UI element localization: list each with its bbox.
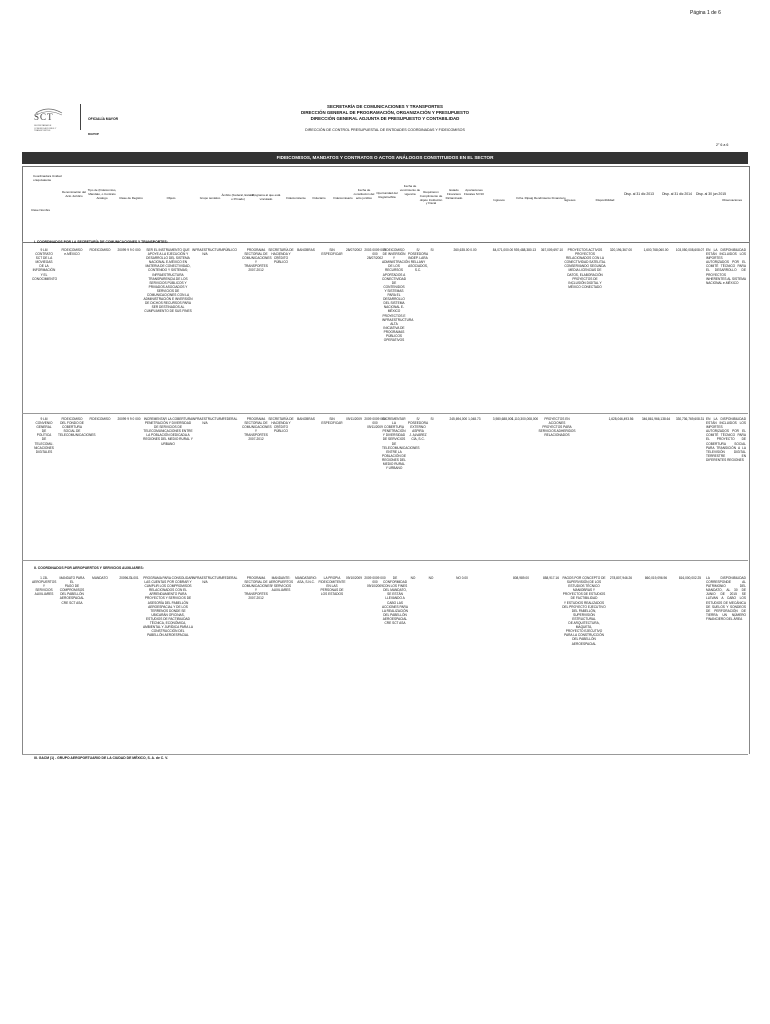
section-label: II. COORDINADOS POR AEROPUERTOS Y SERVICIOS AUXILIARES: bbox=[34, 566, 144, 570]
row1-fecha-alta: 2003 0009 000 000 28/07/2002 bbox=[364, 248, 386, 261]
row3-dictaminado: NO bbox=[410, 576, 416, 580]
row3-tipo: MANDATO bbox=[92, 576, 108, 580]
row1-disp-b: 367,009,697.10 bbox=[540, 248, 564, 252]
row3-registro: 20096J3L001 bbox=[119, 576, 139, 580]
row3-clave: 1 J3L AEROPUERTOS Y SERVICIOS AUXILIARES bbox=[32, 576, 57, 597]
row3-egresos: 808,989.00 bbox=[513, 576, 529, 580]
sct-logo-subtext: SECRETARÍA DE COMUNICACIONES Y TRANSPORTES bbox=[34, 125, 57, 133]
col-fecha-constitucion: Fecha de constitución del acto jurídico bbox=[353, 188, 375, 200]
col-programa: Programa al que está vinculado bbox=[251, 193, 281, 201]
row2-denominacion: FIDEICOMISO DEL FONDO DE COBERTURA SOCIAL DE TELECOMUNICACIONES bbox=[58, 417, 96, 438]
row1-dictaminado: S/ POSEEDORA INDEP. LARA RELLANY ASOCIADOS, S.C. bbox=[407, 248, 429, 273]
row1-disp-2013: 320,196,367.00 bbox=[609, 248, 633, 252]
row3-cumplimiento: DE CONFORMIDAD CON LOS FINES DEL MANDATO, SE ESTÁN LLEVANDO A CABO LAS ACCIONES PARA LA REALIZACIÓN DEL PABELLÓN AEROESPACIAL CRE SCT ASA bbox=[382, 576, 408, 626]
report-band-title: FIDEICOMISOS, MANDATOS Y CONTRATOS O ACTOS ANÁLOGOS CONSTITUIDOS EN EL SECTOR bbox=[22, 152, 748, 164]
section-label: I. COORDINADOS POR LA SECRETARÍA DE COMUNICACIONES Y TRANSPORTES: bbox=[34, 240, 168, 244]
row2-fiduciario: BANOBRAS bbox=[297, 417, 315, 421]
col-fiduciario: Fiduciario bbox=[312, 196, 326, 200]
row3-aportacion: NO bbox=[428, 576, 434, 580]
row1-tipo: FIDEICOMISO bbox=[89, 248, 111, 252]
row2-tipo: FIDEICOMISO bbox=[89, 417, 111, 421]
row2-disp-2015: 330,736,769,608.31 bbox=[675, 417, 705, 421]
col-clave-nombre: Clave Nombre bbox=[31, 208, 51, 212]
row1-disp-a: 939,488,380.13 bbox=[513, 248, 537, 252]
row2-ambito: FEDERAL bbox=[222, 417, 238, 421]
row2-aportacion-si: SI bbox=[430, 417, 434, 421]
logo-divider bbox=[80, 104, 81, 130]
row3-ambito: FEDERAL bbox=[222, 576, 238, 580]
row1-fideicomisario: SIN ESPECIFICAR bbox=[321, 248, 343, 257]
title-line-1: SECRETARÍA DE COMUNICACIONES Y TRANSPORTES bbox=[327, 104, 443, 109]
row1-egresos: 84,071,000.00 bbox=[492, 248, 514, 252]
col-fideicomitente: Fideicomitente bbox=[286, 196, 306, 200]
row3-ingresos: NO 0.00 bbox=[456, 576, 468, 580]
col-grupo: Grupo temático bbox=[199, 196, 221, 200]
page-number: Página 1 de 6 bbox=[690, 10, 721, 16]
sct-logo-text: SCT bbox=[34, 112, 54, 122]
row3-grupo: INFRAESTRUCTURA N/A bbox=[192, 576, 224, 585]
row3-disp-a: 858,917.16 bbox=[543, 576, 559, 580]
col-disp-2013: Disp. al 31 dic 2013 bbox=[624, 192, 654, 196]
row2-fecha-constitucion: 09/11/2009 bbox=[346, 417, 362, 421]
title-line-4: DIRECCIÓN DE CONTROL PRESUPUESTAL DE ENTIDADES COORDINADAS Y FIDEICOMISOS bbox=[305, 128, 465, 132]
col-fideicomisario: Fideicomisario bbox=[333, 196, 353, 200]
col-disp-2014: Disp. al 31 dic 2014 bbox=[662, 192, 692, 196]
col-ambito: Ámbito (Federal, Estatal, o Privado) bbox=[221, 193, 255, 201]
row1-cumplimiento: FIDEICOMISO DE INVERSIÓN Y ADMINISTRACIÓN DE LOS RECURSOS APORTADOS A CONECTIVIDAD DE CONTENIDOS Y SISTEMAS PARA EL DESARROLLO DEL SISTEMA NACIONAL E-MÉXICO PROYECTOS E INFRAESTRUCTURA ALTA INICIATIVA DE PROGRAMAS PÚBLICOS OPERATIVOS bbox=[382, 248, 414, 343]
oficialia-mayor: OFICIALÍA MAYOR bbox=[88, 117, 119, 121]
row2-fideicomitente: SECRETARÍA DE HACIENDA Y CRÉDITO PÚBLICO bbox=[268, 417, 294, 434]
row2-fecha-alta: 2009 0009 000 000 09/11/2009 bbox=[364, 417, 386, 430]
row2-ingresos: 245,694,000 1,048.73 bbox=[449, 417, 481, 421]
row2-disp-2014: 346,861,966,138.64 bbox=[641, 417, 671, 421]
row1-observaciones: EN LA DISPONIBILIDAD ESTÁN INCLUIDOS LOS IMPORTES AUTORIZADOS POR EL COMITÉ TÉCNICO PARA EL DESARROLLO DE PROYECTOS INHERENTES AL SISTEMA NACIONAL e-MÉXICO bbox=[706, 248, 746, 285]
row3-fideicomitente: MANDANTE: AEROPUERTOS Y SERVICIOS AUXILIARES bbox=[268, 576, 294, 593]
col-registro: Clase de Registro bbox=[119, 196, 143, 200]
col-disponibilidad: Disponibilidad bbox=[595, 198, 615, 202]
row1-fecha-constitucion: 28/07/2002 bbox=[346, 248, 362, 252]
row1-objeto: SER EL INSTRUMENTO QUE APOYE A LA EJECUCIÓN Y DESARROLLO DEL SISTEMA NACIONAL E-MÉXICO EN MATERIA DE CONECTIVIDAD, CONTENIDO Y SISTEMAS; INFRAESTRUCTURA TRANSPARENCIA DE LOS SERVICIOS PÚBLICOS Y PRIVADOS ASOCIADOS Y SERVICIOS DE COMUNICACIONES CON LA ADMINISTRACIÓN E INVERSIÓN DE DICHOS RECURSOS PARA SER DESTINADOS AL CUMPLIMIENTO DE SUS FINES bbox=[143, 248, 193, 314]
col-observaciones: Observaciones bbox=[721, 198, 742, 202]
row1-registro: 20099 9 9 0 000 bbox=[117, 248, 141, 252]
row3-fecha-constitucion: 09/10/2009 bbox=[346, 576, 362, 580]
row1-programa: PROGRAMA SECTORIAL DE COMUNICACIONES Y TRANSPORTES 2007-2012 bbox=[242, 248, 272, 273]
row3-disp-2015: 816,000,002.25 bbox=[678, 576, 702, 580]
row3-disp-2013: 278,807,946.26 bbox=[609, 576, 633, 580]
section-label: III. GACM (1) - GRUPO AEROPORTUARIO DE LA CIUDAD DE MÉXICO, S. A. de C. V. bbox=[34, 756, 169, 760]
title-line-2: DIRECCIÓN GENERAL DE PROGRAMACIÓN, ORGANIZACIÓN Y PRESUPUESTO bbox=[300, 110, 469, 115]
row1-ambito: PÚBLICO bbox=[223, 248, 237, 252]
col-denominacion: Denominación del Acto Jurídico bbox=[61, 190, 86, 198]
column-header-row bbox=[22, 166, 750, 243]
col-tipo: Tipo de (Fideicomiso, Mandato, o Contrato Análogo bbox=[87, 188, 117, 200]
col-objeto: Objeto bbox=[166, 196, 176, 200]
col-disp-2015: Disp. al 30 jun 2015 bbox=[696, 192, 726, 196]
row2-disp-2013: 1,628,046,493.56 bbox=[608, 417, 634, 421]
row1-fiduciario: BANOBRAS bbox=[297, 248, 315, 252]
row-divider bbox=[22, 754, 748, 755]
row3-disp-b: PAGOS POR CONCEPTO DE SUPERVISIÓN DE LOS ESTUDIOS TÉCNICO MANIOBRAS Y PROYECTOS DE ESTUDIOS DE FACTIBILIDAD Y ESTUDIOS REALIZADOS DEL PROYECTO EJECUTIVO DEL PABELLÓN, SUPERVISIÓN ESTRUCTURAL DE ARQUITECTURA, MAQUETA, PROYECTO EJECUTIVO PARA LA CONSTRUCCIÓN DEL PABELLÓN AEROESPACIAL bbox=[562, 576, 606, 646]
row2-programa: PROGRAMA SECTORIAL DE COMUNICACIONES Y TRANSPORTES 2007-2012 bbox=[242, 417, 272, 442]
row2-disp-b: PROYECTOS EN ACCIONES PROYECTOS PARA SERVICIOS ADHERIDOS RELACIONADOS bbox=[538, 417, 576, 438]
col-cumplimiento: Requirieron Cumplimiento de objeto Institución y Fiscal bbox=[419, 190, 443, 206]
title-line-3: DIRECCIÓN GENERAL ADJUNTA DE PRESUPUESTO Y CONTABILIDAD bbox=[310, 116, 460, 121]
row2-registro: 20099 9 9 0 000 bbox=[117, 417, 141, 421]
row1-ingresos: 260,635.00 0.00 bbox=[453, 248, 477, 252]
row3-objeto: PROGRAMA PARA CONSOLIDAR LAS CUENTAS POR COBRAR Y CUMPLIR LOS COMPROMISOS RELACIONADOS CON EL ARRENDAMIENTO PARA PROYECTOS Y SERVICIOS DE ASESORÍA DEL PABELLÓN AEROESPACIAL Y DE LOS TERRENOS DONDE SE UBICARÁN OFICINAS, ESTUDIOS DE FACTIBILIDAD TÉCNICA, ECONÓMICA, AMBIENTAL Y JURÍDICA PARA LA CONSTRUCCIÓN DEL PABELLÓN AEROESPACIAL bbox=[143, 576, 193, 638]
row2-cumplimiento: INCREMENTAR LA COBERTURA PENETRACIÓN Y DIVERSIDAD DE SERVICIOS DE TELECOMUNICACIONES ENTRE LA POBLACIÓN DE REGIONES DEL MEDIO RURAL Y URBANO bbox=[382, 417, 420, 471]
row3-fideicomisario: LA PROPIA FIDEICOMITENTE EN LAS PERSONAS DE LOS ESTADOS bbox=[318, 576, 346, 597]
row3-fecha-alta: 2009 0009 000 000 09/10/2009 bbox=[364, 576, 386, 589]
row1-disp-2015: 103,050,008,608.07 bbox=[675, 248, 705, 252]
col-aportaciones: Aportaciones Fiscales SI NO bbox=[463, 188, 484, 196]
row2-dictaminado: S/ POSEEDORA EXTERNO ASPIRA J. ALVAREZ CÍA, S.C. bbox=[407, 417, 429, 442]
row1-grupo: INFRAESTRUCTURA N/A bbox=[192, 248, 224, 257]
col-vencimiento: Fecha de vencimiento de vigencia bbox=[399, 184, 421, 196]
row1-fideicomitente: SECRETARÍA DE HACIENDA Y CRÉDITO PÚBLICO bbox=[268, 248, 294, 265]
row2-grupo: INFRAESTRUCTURA N/A bbox=[192, 417, 224, 426]
form-code: 2° 6 a 6 bbox=[716, 143, 729, 147]
row2-fideicomisario: SIN ESPECIFICAR bbox=[321, 417, 343, 426]
col-coordinadora: Coordinadora Unidad o Equivalente bbox=[33, 174, 62, 182]
row3-denominacion: MANDATO PARA EL PAGO DE COMPROMISOS DEL PABELLÓN AEROESPACIAL CRE SCT ASA bbox=[59, 576, 85, 605]
col-dictaminado: Estado Financiero Dictaminado bbox=[445, 188, 463, 200]
row1-clave: 9 L6I CONTRATO SCT DE LA MOVIEGAS DE LA INFORMACIÓN Y EL CONOCIMIENTO bbox=[32, 248, 58, 281]
row1-disponibilidad: PROYECTOS ACTIVOS PROYECTOS RELACIONADOS CON LA CONECTIVIDAD SATELITAL CONSERVANDO SEGUNDA MEDIA LICENCIAS DE DATOS, ELABORACIÓN PROYECTOS DE INCLUSIÓN DIGITAL Y MÉXICO CONECTADO bbox=[564, 248, 606, 289]
row2-observaciones: EN LA DISPONIBILIDAD ESTÁN INCLUIDOS LOS IMPORTES AUTORIZADOS POR EL COMITÉ TÉCNICO PARA EL PROYECTO DE COBERTURA SOCIAL PARA TRANSICIÓN A LA TELEVISIÓN DIGITAL TERRESTRE EN DIFERENTES REGIONES bbox=[706, 417, 746, 462]
row2-clave: 9 L6I CONVENIO GENERAL DE POLÍTICA DE TELECOMU- NICACIONES DIGITALES bbox=[34, 417, 54, 454]
row3-fiduciario: MANDATARIO: ASA, S.N.C. bbox=[295, 576, 317, 585]
dgpop-label: DGPOP bbox=[88, 132, 99, 136]
row3-observaciones: LA DISPONIBILIDAD CORRESPONDE AL PATRIMONIO DEL MANDATO, AL 30 DE JUNIO DE 2015 SE LLEVAN A CABO LOS ESTUDIOS DE MECÁNICA DE SUELOS Y SONDEOS DE PERFORACIÓN DE TIERRA UN NÚMERO FINANCIERO DEL ÁREA bbox=[706, 576, 746, 621]
row2-objeto: INCREMENTAR LA COBERTURA PENETRACIÓN Y DIVERSIDAD DE SERVICIOS DE TELECOMUNICACIONES ENTRE LA POBLACIÓN DEDICADA A REGIONES DEL MEDIO RURAL Y URBANO bbox=[143, 417, 193, 446]
col-rendimiento: Fcha. Ripaig Rendimiento Financiero bbox=[516, 196, 566, 200]
row3-programa: PROGRAMA SECTORIAL DE COMUNICACIONES Y TRANSPORTES 2007-2012 bbox=[242, 576, 272, 601]
col-egresos: Egresos bbox=[564, 198, 576, 202]
row1-aportacion-si: SI bbox=[430, 248, 434, 252]
row3-disp-2014: 860,019,096.96 bbox=[644, 576, 668, 580]
row1-denominacion: FIDEICOMISO e-MÉXICO bbox=[61, 248, 83, 257]
col-ingresos: Ingresos bbox=[493, 198, 505, 202]
col-oportunidad: Oportunidad del Registro/Alta bbox=[376, 191, 398, 199]
row1-disp-2014: 1,600,768,060.00 bbox=[643, 248, 669, 252]
row2-egresos: 3,980,688,000 bbox=[492, 417, 514, 421]
row-divider bbox=[22, 560, 748, 561]
row-divider bbox=[22, 413, 748, 414]
row2-disp-a: 1,110,300,008,000 bbox=[511, 417, 539, 421]
